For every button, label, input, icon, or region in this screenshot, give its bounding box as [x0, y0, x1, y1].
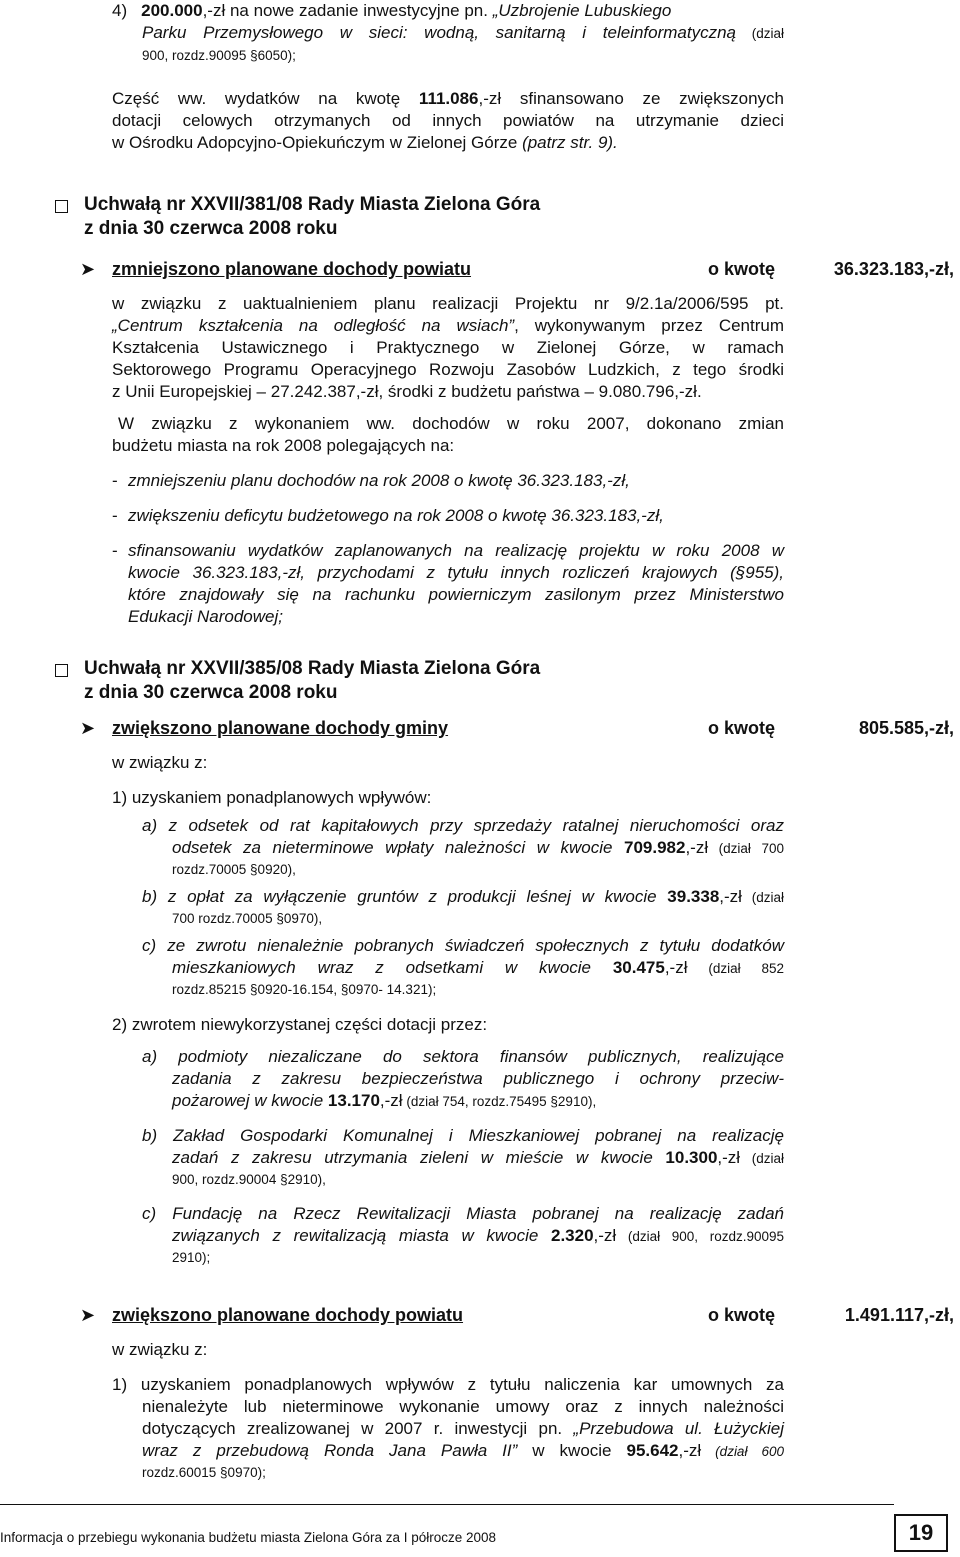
amount-text: 39.338	[667, 887, 720, 906]
checkbox-icon	[55, 661, 68, 683]
amount: 1.491.117,-zł,	[844, 1305, 954, 1325]
text: dotyczących zrealizowanej w 2007 r. inwestycji pn.	[142, 1419, 574, 1438]
classification: 900, rozdz.90004 §2910),	[172, 1172, 326, 1187]
o-kwote-label: o kwotę	[708, 1305, 776, 1325]
paragraph-line: w związku z uaktualnieniem planu realizacji Projektu nr 9/2.1a/2006/595 pt.	[112, 294, 784, 313]
classification: rozdz.85215 §0920-16.154, §0970- 14.321);	[172, 982, 437, 997]
amount-text: 95.642	[626, 1441, 679, 1460]
text: ,-zł na nowe zadanie inwestycyjne pn.	[202, 1, 493, 20]
text: Część ww. wydatków na kwotę	[112, 89, 419, 108]
text: ,-zł	[593, 1226, 617, 1245]
amount-text: 709.982	[623, 838, 686, 857]
sub-item-b	[142, 886, 784, 909]
arrow-bullet-icon: ➤	[80, 1305, 96, 1325]
checkbox-icon	[55, 197, 68, 219]
classification: (dział	[740, 1151, 785, 1166]
amount-text: 30.475	[612, 958, 665, 977]
classification: (dział 700	[708, 841, 784, 856]
resolution-1-date: z dnia 30 czerwca 2008 roku	[84, 218, 338, 239]
text: , wykonywanym przez Centrum	[514, 316, 785, 335]
dash-bullet: -	[112, 541, 118, 560]
list-item-1: 1) uzyskaniem ponadplanowych wpływów z tytułu naliczenia kar umownych za	[112, 1375, 784, 1394]
o-kwote-label: o kwotę	[708, 259, 776, 279]
list-item-1: 1) uzyskaniem ponadplanowych wpływów:	[112, 788, 432, 807]
project-name: „Przebudowa ul. Łużyckiej	[573, 1419, 785, 1438]
classification: (dział 852	[687, 961, 784, 976]
w-zwiazku-label: w związku z:	[112, 753, 208, 772]
dash-bullet: -	[112, 506, 118, 525]
dash-item: kwocie 36.323.183,-zł, przychodami z tytułu innych rozliczeń krajowych (§955),	[128, 563, 784, 582]
paragraph-line: Sektorowego Programu Operacyjnego Rozwoju Zasobów Ludzkich, z tego środki	[112, 360, 784, 379]
footer-text: Informacja o przebiegu wykonania budżetu miasta Zielona Góra za I półrocze 2008	[0, 1530, 497, 1545]
classification: 700 rozdz.70005 §0970),	[172, 911, 323, 926]
sub-item-c: c) ze zwrotu nienależnie pobranych świadczeń społecznych z tytułu dodatków	[142, 936, 784, 955]
text: w kwocie	[517, 1441, 627, 1460]
classification: (dział	[736, 26, 784, 41]
project-name: „Centrum kształcenia na odległość na wsiach”	[112, 316, 515, 335]
resolution-1-title: Uchwałą nr XXVII/381/08 Rady Miasta Zielona Góra	[84, 194, 541, 215]
section-heading: zwiększono planowane dochody powiatu	[112, 1305, 464, 1325]
text: ,-zł	[664, 958, 688, 977]
classification: (dział 754, rozdz.75495 §2910),	[402, 1094, 597, 1109]
dash-item: zwiększeniu deficytu budżetowego na rok 2008 o kwotę 36.323.183,-zł,	[128, 506, 664, 525]
text: w Ośrodku Adopcyjno-Opiekuńczym w Zielonej Górze	[112, 133, 523, 152]
amount: 36.323.183,-zł,	[833, 259, 954, 279]
w-zwiazku-label: w związku z:	[112, 1340, 208, 1359]
amount-text: 086	[450, 89, 479, 108]
sub-item-c-line2	[172, 1225, 784, 1248]
text: mieszkaniowych wraz z odsetkami w kwocie	[172, 958, 613, 977]
dash-item: sfinansowaniu wydatków zaplanowanych na realizację projektu w roku 2008 w	[128, 541, 784, 560]
sub-item-a: a) z odsetek od rat kapitałowych przy sprzedaży ratalnej nieruchomości oraz	[142, 816, 784, 835]
text: ,-zł	[678, 1441, 702, 1460]
list-item-2: 2) zwrotem niewykorzystanej części dotacji przez:	[112, 1015, 488, 1034]
paragraph-line: W związku z wykonaniem ww. dochodów w roku 2007, dokonano zmian	[118, 414, 784, 433]
dash-bullet: -	[112, 471, 118, 490]
task-name: „Uzbrojenie Lubuskiego	[492, 1, 672, 20]
amount-text: 200.000	[141, 1, 203, 20]
paragraph-line: budżetu miasta na rok 2008 polegających na:	[112, 436, 455, 455]
amount-text: 10.300	[665, 1148, 718, 1167]
item-4-line2	[142, 22, 784, 45]
dash-item: które znajdowały się na rachunku powierniczym zasilonym przez Ministerstwo	[128, 585, 784, 604]
sub-item-c-line2	[172, 957, 784, 980]
text: ,-zł	[717, 1148, 741, 1167]
text: ,-zł	[379, 1091, 403, 1110]
project-name: wraz z przebudową Ronda Jana Pawła II”	[142, 1441, 518, 1460]
o-kwote-label: o kwotę	[708, 718, 776, 738]
classification: rozdz.70005 §0920),	[172, 862, 296, 877]
text: zadań z zakresu utrzymania zieleni w mieście w kwocie	[172, 1148, 666, 1167]
item-4-line3: 900, rozdz.90095 §6050);	[142, 48, 296, 63]
amount-text: 111.	[418, 89, 451, 108]
sub-item-a-line2	[172, 837, 784, 860]
text: ,-zł	[685, 838, 709, 857]
section-heading: zwiększono planowane dochody gminy	[112, 718, 449, 738]
sub-item-a-line2: zadania z zakresu bezpieczeństwa publicznego i ochrony przeciw-	[172, 1069, 784, 1088]
amount: 805.585,-zł,	[858, 718, 954, 738]
item-4-line1	[112, 0, 784, 22]
task-name: Parku Przemysłowego w sieci: wodną, sanitarną i teleinformatyczną	[142, 23, 737, 42]
arrow-bullet-icon: ➤	[80, 259, 96, 279]
resolution-2-title: Uchwałą nr XXVII/385/08 Rady Miasta Zielona Góra	[84, 658, 541, 679]
classification: (dział 600	[701, 1444, 784, 1459]
amount-text: 13.170	[327, 1091, 380, 1110]
footer-divider	[0, 1504, 894, 1505]
dash-item: Edukacji Narodowej;	[128, 607, 283, 626]
part-line2: dotacji celowych otrzymanych od innych powiatów na utrzymanie dzieci	[112, 111, 784, 130]
arrow-bullet-icon: ➤	[80, 718, 96, 738]
section-heading: zmniejszono planowane dochody powiatu	[112, 259, 472, 279]
text: b) z opłat za wyłączenie gruntów z produkcji leśnej w kwocie	[142, 887, 668, 906]
page-number: 19	[894, 1514, 948, 1552]
classification: (dział	[741, 890, 784, 905]
paragraph-line	[112, 315, 784, 337]
text: ,-zł	[719, 887, 742, 906]
list-item-1-line3	[142, 1418, 784, 1440]
text: ,-zł sfinansowano ze zwiększonych	[478, 89, 784, 108]
classification: rozdz.60015 §0970);	[142, 1465, 266, 1480]
dash-item: zmniejszeniu planu dochodów na rok 2008 o kwotę 36.323.183,-zł,	[128, 471, 630, 490]
part-line3	[112, 132, 784, 154]
amount-text: 2.320	[551, 1226, 594, 1245]
sub-item-a-line3	[172, 1090, 596, 1113]
part-line1	[112, 88, 784, 110]
text: pożarowej w kwocie	[172, 1091, 328, 1110]
classification: (dział 900, rozdz.90095	[616, 1229, 785, 1244]
text: odsetek za nieterminowe wpłaty należności w kwocie	[172, 838, 624, 857]
text: związanych z rewitalizacją miasta w kwocie	[172, 1226, 551, 1245]
sub-item-c: c) Fundację na Rzecz Rewitalizacji Miasta pobranej na realizację zadań	[142, 1204, 784, 1223]
sub-item-b-line2	[172, 1147, 784, 1170]
list-item-1-line4	[142, 1440, 784, 1463]
classification: 2910);	[172, 1250, 211, 1265]
list-item-1-line2: nienależyte lub nieterminowe wykonanie umowy oraz z innych należności	[142, 1397, 784, 1416]
paragraph-line: Kształcenia Ustawicznego i Praktycznego w Zielonej Górze, w ramach	[112, 338, 784, 357]
page-reference: (patrz str. 9).	[522, 133, 618, 152]
resolution-2-date: z dnia 30 czerwca 2008 roku	[84, 682, 338, 703]
paragraph-line: z Unii Europejskiej – 27.242.387,-zł, środki z budżetu państwa – 9.080.796,-zł.	[112, 382, 702, 401]
item-number: 4)	[112, 1, 128, 20]
sub-item-b: b) Zakład Gospodarki Komunalnej i Mieszkaniowej pobranej na realizację	[142, 1126, 784, 1145]
sub-item-a: a) podmioty niezaliczane do sektora finansów publicznych, realizujące	[142, 1047, 784, 1066]
